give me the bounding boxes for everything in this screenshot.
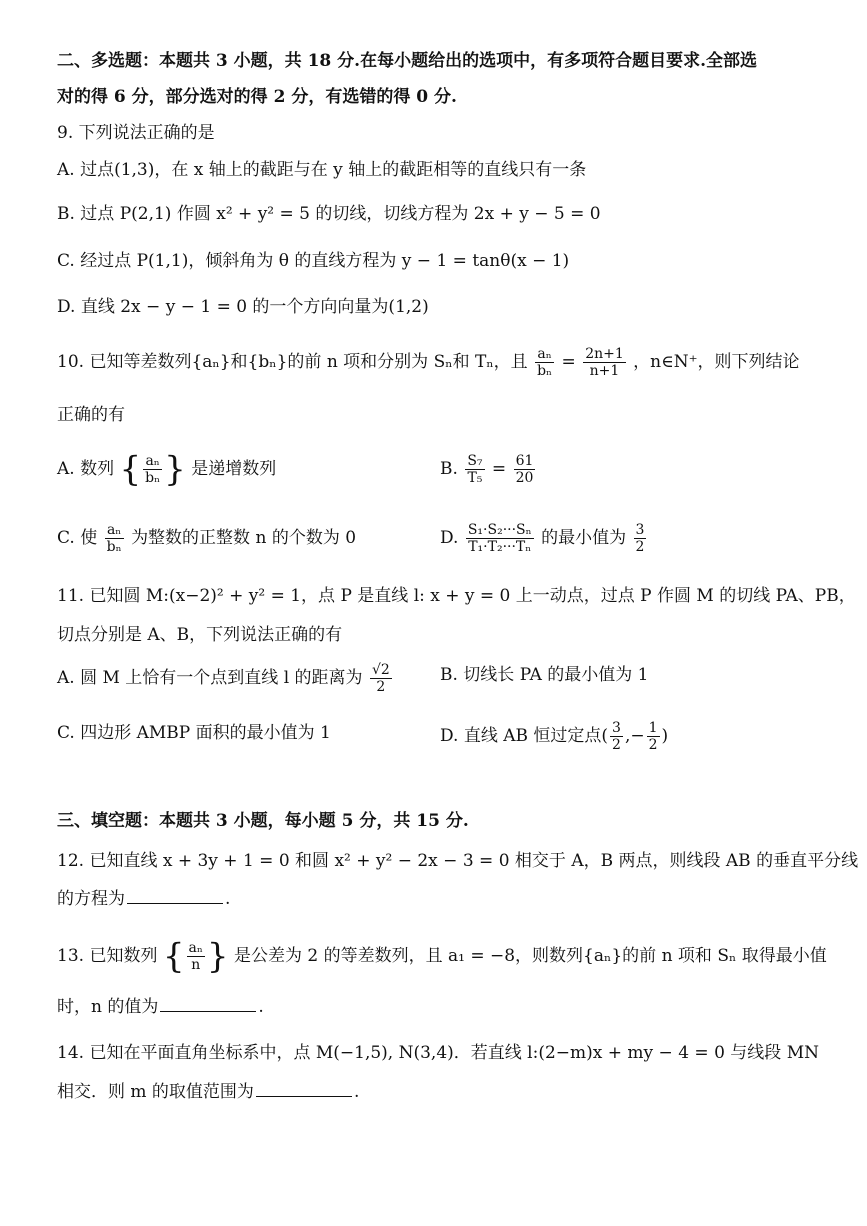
left-brace: {: [119, 449, 142, 490]
fraction-numerator: aₙ: [535, 346, 554, 363]
q10-option-c: [57, 522, 356, 555]
q10-option-c-fraction: [105, 522, 124, 555]
fraction-denominator: bₙ: [106, 539, 122, 555]
q11-option-a: [57, 662, 394, 695]
q10-stem: [57, 346, 800, 379]
q13-pre: 13. 已知数列: [57, 946, 158, 966]
fraction-numerator: 61: [515, 453, 534, 469]
right-brace: }: [206, 936, 229, 977]
section-3-title: 三、填空题：本题共 3 小题，每小题 5 分，共 15 分.: [57, 811, 469, 831]
q10-option-d-fraction-2: [634, 522, 647, 555]
fraction-numerator: √2: [371, 662, 390, 678]
q14-line-2: [57, 1079, 359, 1105]
q11-option-d-pre: D. 直线 AB 恒过定点(: [440, 726, 609, 746]
q11-option-b: B. 切线长 PA 的最小值为 1: [440, 665, 649, 685]
q13-line-2-text: 时，n 的值为: [57, 997, 159, 1017]
fraction-numerator: 1: [648, 720, 658, 736]
q10-option-d-pre: D.: [440, 528, 459, 548]
q10-stem-equals: =: [561, 352, 576, 372]
q10-option-b-equals: =: [491, 459, 507, 479]
q10-option-d-mid: 的最小值为: [541, 528, 627, 548]
fraction-denominator: 20: [515, 470, 534, 486]
q12-answer-blank[interactable]: [127, 889, 223, 904]
q11-stem-line-2: 切点分别是 A、B，下列说法正确的有: [57, 625, 343, 645]
fraction-denominator: bₙ: [145, 470, 161, 486]
q13-fraction: [187, 940, 205, 973]
q12-line-2-text: 的方程为: [57, 889, 125, 909]
q13-answer-blank[interactable]: [160, 997, 256, 1012]
left-brace: {: [162, 936, 185, 977]
q13-line-2: [57, 994, 264, 1020]
fraction-denominator: T₅: [467, 470, 483, 486]
q10-stem-pre: 10. 已知等差数列{aₙ}和{bₙ}的前 n 项和分别为 Sₙ和 Tₙ，且: [57, 352, 528, 372]
q14-answer-blank[interactable]: [256, 1082, 352, 1097]
q10-option-b-fraction-2: [514, 453, 536, 486]
fraction-numerator: aₙ: [188, 940, 203, 956]
q11-stem: 11. 已知圆 M:(x−2)² + y² = 1，点 P 是直线 l: x + y = 0 上一动点，过点 P 作圆 M 的切线 PA、PB，: [57, 586, 856, 606]
q13-end: .: [258, 997, 264, 1017]
fraction-numerator: 3: [612, 720, 621, 736]
q10-option-a: [57, 449, 277, 490]
q10-option-d: [440, 522, 648, 555]
q11-option-d-fraction-1: [610, 720, 623, 753]
q10-option-b-pre: B.: [440, 459, 458, 479]
q10-option-a-pre: A. 数列: [57, 459, 115, 479]
q14-line-2-text: 相交．则 m 的取值范围为: [57, 1082, 254, 1102]
q9-option-d: D. 直线 2x − y − 1 = 0 的一个方向向量为(1,2): [57, 297, 429, 317]
q10-option-c-post: 为整数的正整数 n 的个数为 0: [131, 528, 357, 548]
fraction-denominator: 2: [376, 679, 386, 695]
q14-line-1: 14. 已知在平面直角坐标系中，点 M(−1,5), N(3,4)．若直线 l:(2−m)x + my − 4 = 0 与线段 MN: [57, 1043, 819, 1063]
q10-stem-line-2: 正确的有: [57, 405, 125, 425]
fraction-denominator: 2: [612, 737, 621, 753]
fraction-numerator: S₇: [467, 453, 483, 469]
q10-option-b: [440, 453, 537, 486]
q11-option-a-fraction: [370, 662, 392, 695]
fraction-numerator: 2n+1: [585, 346, 624, 362]
q10-option-b-fraction: [465, 453, 484, 486]
fraction-numerator: 3: [635, 522, 645, 538]
q11-option-d-post: ): [661, 726, 669, 746]
fraction-denominator: 2: [635, 539, 645, 555]
fraction-denominator: n: [191, 957, 201, 973]
q13-line-1: [57, 936, 827, 977]
fraction-denominator: n+1: [589, 363, 620, 379]
fraction-denominator: bₙ: [537, 363, 553, 379]
fraction-denominator: T₁·T₂···Tₙ: [468, 539, 532, 555]
q12-end: .: [225, 889, 231, 909]
section-2-title-line-1: 二、多选题：本题共 3 小题，共 18 分.在每小题给出的选项中，有多项符合题目要求.全部选: [57, 51, 757, 71]
q9-option-c: C. 经过点 P(1,1)，倾斜角为 θ 的直线方程为 y − 1 = tanθ(x − 1): [57, 251, 570, 271]
q12-line-2: [57, 886, 230, 912]
fraction-numerator: S₁·S₂···Sₙ: [467, 522, 532, 538]
q9-option-a: A. 过点(1,3)，在 x 轴上的截距与在 y 轴上的截距相等的直线只有一条: [57, 160, 587, 180]
q10-stem-fraction: [535, 346, 554, 379]
section-2-title-line-2: 对的得 6 分，部分选对的得 2 分，有选错的得 0 分.: [57, 87, 457, 107]
q12-line-1: 12. 已知直线 x + 3y + 1 = 0 和圆 x² + y² − 2x − 3 = 0 相交于 A，B 两点，则线段 AB 的垂直平分线: [57, 851, 859, 871]
q10-stem-post: ，n∈N⁺，则下列结论: [633, 352, 800, 372]
q10-option-c-pre: C. 使: [57, 528, 98, 548]
fraction-numerator: aₙ: [105, 522, 124, 539]
q9-option-b: B. 过点 P(2,1) 作圆 x² + y² = 5 的切线，切线方程为 2x + y − 5 = 0: [57, 204, 601, 224]
q11-option-d: [440, 720, 668, 753]
q11-option-a-pre: A. 圆 M 上恰有一个点到直线 l 的距离为: [57, 668, 363, 688]
q11-option-c: C. 四边形 AMBP 面积的最小值为 1: [57, 723, 331, 743]
q10-stem-fraction-2: [583, 346, 626, 379]
q10-option-d-fraction: [466, 522, 534, 555]
fraction-numerator: aₙ: [143, 453, 162, 470]
q10-option-a-post: 是递增数列: [191, 459, 277, 479]
q9-stem: 9. 下列说法正确的是: [57, 123, 215, 143]
q14-end: .: [353, 1082, 360, 1102]
q13-post: 是公差为 2 的等差数列，且 a₁ = −8，则数列{aₙ}的前 n 项和 Sₙ 取得最小值: [233, 946, 827, 966]
q11-option-d-fraction-2: [647, 720, 660, 753]
q10-option-a-fraction: [143, 453, 162, 486]
right-brace: }: [164, 449, 186, 490]
q11-option-d-mid: ,−: [624, 726, 645, 746]
fraction-denominator: 2: [648, 737, 658, 753]
